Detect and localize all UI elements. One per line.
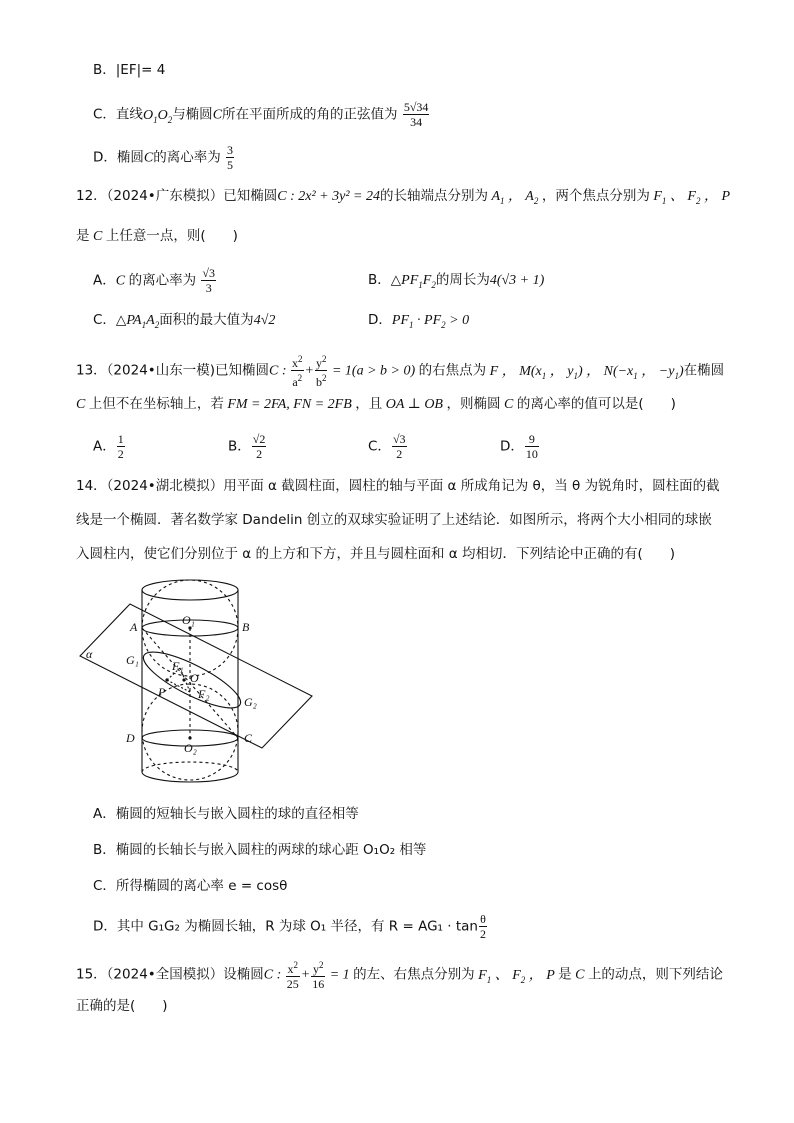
q14-stem-line2: 线是一个椭圆．著名数学家 Dandelin 创立的双球实验证明了上述结论．如图所示，将两个大小相同的球嵌 [76,512,712,528]
q15-stem-is: 是 [558,966,572,983]
q12-option-c-label: C．△ [93,312,127,328]
q13-option-b-label: B． [228,438,251,455]
q13-stem2-a: 上但不在坐标轴上，若 [88,396,224,412]
q11-option-d: D．椭圆C的离心率为 $\frac{3}{5}$ [93,143,234,172]
label-f2: F₂ [198,687,210,701]
q11-option-c-label: C．直线 [93,106,143,123]
p-point [165,678,168,681]
q13-stem-start: 13．（2024•山东一模)已知椭圆 [76,362,270,379]
q11-option-d-tail: 的离心率为 [153,149,221,166]
label-d: D [126,731,135,745]
q13-option-b: B． $\frac{√2}{2}$ [228,432,266,461]
q13-stem-line1: 13．（2024•山东一模)已知椭圆C : $\frac{x^2}{a^2}$ + $\frac{y^2}{b^2}$ = 1(a > b > 0) 的右焦点为 F ， $M(x_1$ ， $y_1$) ， $N(-x_1$ ， $-y_1$)在椭圆 [76,354,725,389]
q14-stem-line1: 14．（2024•湖北模拟）用平面 α 截圆柱面，圆柱的轴与平面 α 所成角记为 θ，当 θ 为锐角时，圆柱面的截 [76,478,720,494]
q12-option-b-text: 的周长为 [435,272,490,288]
q12-option-b: B．$\triangle PF_1F_2$的周长为4(√3 + 1) [368,272,545,290]
q12-stem2-a: 是 [76,228,90,244]
label-g2: G₂ [244,695,257,709]
q14-stem-line3: 入圆柱内，使它们分别位于 α 的上方和下方，并且与圆柱面和 α 均相切．下列结论中正确的有( ) [76,546,675,562]
q12-stem-line1: 12．（2024•广东模拟）已知椭圆C : 2x² + 3y² = 24的长轴端点分别为 $A_1$ ， $A_2$ ，两个焦点分别为 $F_1$ 、 $F_2$ ， P [76,188,731,206]
q13-option-c-label: C． [368,438,391,455]
q11-option-c: C．直线$O_1O_2$与椭圆C所在平面所成的角的正弦值为 $\frac{5√34}{34}$ [93,100,429,129]
o-point [182,678,185,681]
q13-stem2-c: ，则椭圆 [446,396,501,412]
q11-option-d-label: D．椭圆 [93,149,144,166]
q11-option-d-fraction: $\frac{3}{5}$ [227,143,234,172]
q12-stem-line2: 是 C 上任意一点，则( ) [76,228,238,244]
q12-option-d: D．$PF_1 \cdot PF_2 > 0$ [368,312,470,330]
q12-option-b-value: 4(√3 + 1) [489,273,545,288]
q13-option-d: D． $\frac{9}{10}$ [500,432,538,461]
q12-option-a: A．C 的离心率为 $\frac{√3}{3}$ [93,266,215,295]
q14-option-b: B．椭圆的长轴长与嵌入圆柱的两球的球心距 O₁O₂ 相等 [93,842,427,858]
q12-option-c-value: 4√2 [253,313,276,328]
label-f1: F₁ [172,659,184,673]
label-c: C [244,731,253,745]
label-g1: G₁ [126,653,139,667]
q12-option-a-fraction: $\frac{√3}{3}$ [202,266,215,295]
label-o: O [190,671,199,685]
q13-stem-line2: C 上但不在坐标轴上，若 FM = 2FA, FN = 2FB ，且 OA ⊥ OB ，则椭圆 C 的离心率的值可以是( ) [76,396,676,412]
q15-stem-tail: 上的动点，则下列结论 [587,966,723,983]
q15-stem-start: 15．（2024•全国模拟）设椭圆 [76,966,264,983]
q11-option-b-text: B．|EF|= 4 [93,62,166,78]
o2-point [188,736,191,739]
q12-option-d-value: > 0 [449,313,470,328]
q13-option-c: C． $\frac{√3}{2}$ [368,432,406,461]
q14-option-d [93,912,488,941]
dandelin-spheres-figure [72,572,322,792]
label-b: B [242,620,250,634]
q12-stem2-b: 上任意一点，则( ) [105,228,238,244]
q13-option-d-label: D． [500,438,524,455]
q12-option-c: C．$\triangle PA_1A_2$面积的最大值为4√2 [93,312,276,330]
q14-option-a: A．椭圆的短轴长与嵌入圆柱的球的直径相等 [93,806,359,822]
q12-option-b-label: B．△ [368,272,402,288]
q11-option-c-mid: 与椭圆 [172,106,213,123]
q12-option-a-label: A． [93,272,116,289]
q11-option-c-fraction: $\frac{5√34}{34}$ [403,100,429,129]
q12-stem-foci: ，两个焦点分别为 [541,188,650,204]
label-o2: O₂ [184,741,197,755]
q12-option-c-text: 面积的最大值为 [159,312,254,328]
q14-option-c: C．所得椭圆的离心率 e = cosθ [93,878,288,894]
q15-stem-line1: 15．（2024•全国模拟）设椭圆C : $\frac{x^2}{25}$ + $\frac{y^2}{16}$ = 1 的左、右焦点分别为 $F_1$ 、 $F_2$ ， P 是 C 上的动点，则下列结论 [76,960,723,991]
q13-stem2-d: 的离心率的值可以是( ) [516,396,676,412]
q13-stem-focus: 的右焦点为 [418,362,487,379]
q12-option-d-label: D． [368,312,392,328]
cylinder-top-ellipse [142,580,238,600]
q11-option-c-tail: 所在平面所成的角的正弦值为 [222,106,398,123]
q12-stem-start: 12．（2024•广东模拟）已知椭圆 [76,188,278,204]
q13-option-a: A． $\frac{1}{2}$ [93,432,124,461]
q13-option-a-label: A． [93,438,116,455]
q12-stem-mid: 的长轴端点分别为 [379,188,488,204]
label-p: P [158,685,166,699]
label-alpha: α [86,647,93,661]
label-a: A [130,620,138,634]
q12-option-a-text: 的离心率为 [128,272,197,289]
q14-option-d-fraction: $\frac{\theta}{2}$ [479,912,486,941]
q13-stem2-b: ，且 [355,396,383,412]
q15-stem-line2: 正确的是( ) [76,998,168,1014]
label-o1: O₁ [182,613,195,627]
q14-option-d-text: D．其中 G₁G₂ 为椭圆长轴，R 为球 O₁ 半径，有 R = AG₁ · tan [93,918,478,935]
q12-equation: C : 2x² + 3y² = 24 [277,189,380,204]
q11-option-b [93,60,165,80]
cylinder-bottom-front [142,772,238,782]
q13-stem-on-ellipse: 在椭圆 [683,362,725,379]
q15-stem-foci: 的左、右焦点分别为 [353,966,475,983]
